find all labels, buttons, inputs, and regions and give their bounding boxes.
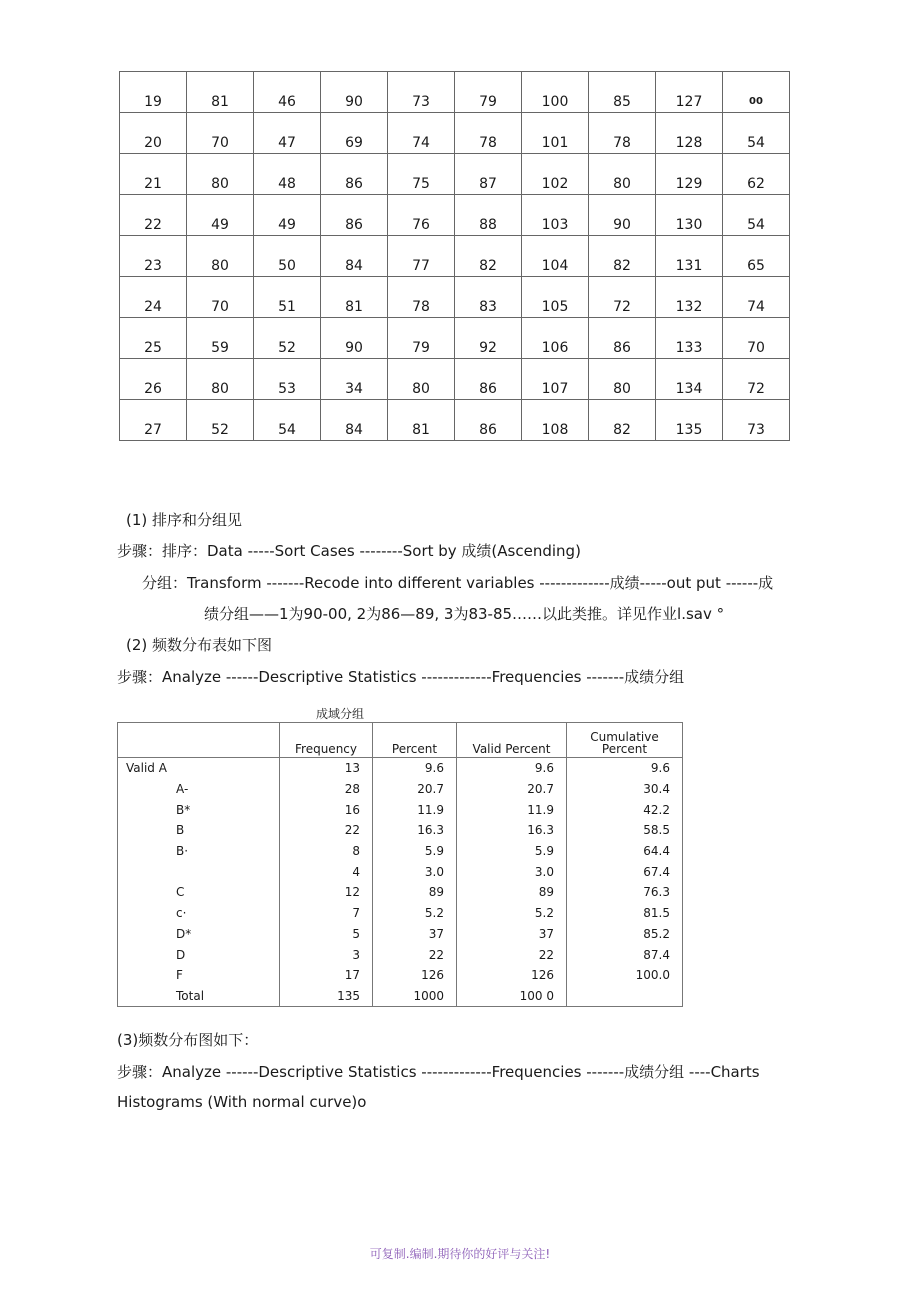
score-cell: 59 (187, 318, 254, 359)
freq-row (118, 758, 683, 779)
score-cell: 90 (321, 72, 388, 113)
score-cell: 80 (187, 236, 254, 277)
freq-value: 9.6 (567, 758, 683, 779)
score-cell: 22 (120, 195, 187, 236)
freq-value: 64.4 (567, 841, 683, 862)
score-cell: 128 (656, 113, 723, 154)
freq-header-valid-percent: Valid Percent (457, 723, 567, 758)
freq-value: 100 0 (457, 986, 567, 1007)
score-cell: 104 (522, 236, 589, 277)
score-cell: 79 (455, 72, 522, 113)
score-cell: 92 (455, 318, 522, 359)
section-2-heading: (2) 频数分布表如下图 (126, 636, 273, 654)
score-cell: 00 (723, 72, 790, 113)
score-cell: 80 (589, 359, 656, 400)
freq-row (118, 924, 683, 945)
freq-value: 3.0 (373, 861, 457, 882)
score-cell: 86 (455, 359, 522, 400)
score-cell: 74 (723, 277, 790, 318)
score-cell: 76 (388, 195, 455, 236)
freq-value: 11.9 (373, 799, 457, 820)
section-3-step-cont: Histograms (With normal curve)o (117, 1093, 367, 1111)
score-cell: 81 (388, 400, 455, 441)
section-1-grouping: 分组：Transform -------Recode into different variables -------------成绩-----out put ------成 (142, 574, 774, 592)
freq-value: 100.0 (567, 965, 683, 986)
score-cell: 24 (120, 277, 187, 318)
freq-value: 20.7 (373, 779, 457, 800)
freq-row-label: B (118, 820, 280, 841)
freq-value: 42.2 (567, 799, 683, 820)
freq-value: 22 (373, 944, 457, 965)
score-cell: 74 (388, 113, 455, 154)
score-cell: 20 (120, 113, 187, 154)
score-cell: 46 (254, 72, 321, 113)
freq-row (118, 903, 683, 924)
score-row (120, 318, 790, 359)
freq-value: 20.7 (457, 779, 567, 800)
freq-row (118, 861, 683, 882)
freq-value: 5.2 (457, 903, 567, 924)
freq-value: 22 (457, 944, 567, 965)
score-cell: 84 (321, 236, 388, 277)
freq-value: 8 (280, 841, 373, 862)
score-cell: 82 (455, 236, 522, 277)
frequency-table (117, 722, 683, 1007)
score-cell: 25 (120, 318, 187, 359)
score-cell: 72 (723, 359, 790, 400)
freq-header-row (118, 723, 683, 758)
freq-row (118, 799, 683, 820)
score-cell: 80 (187, 359, 254, 400)
score-cell: 48 (254, 154, 321, 195)
freq-row-label: C (118, 882, 280, 903)
freq-row (118, 882, 683, 903)
score-cell: 107 (522, 359, 589, 400)
freq-value: 22 (280, 820, 373, 841)
freq-row (118, 986, 683, 1007)
score-cell: 86 (455, 400, 522, 441)
freq-row-label: D (118, 944, 280, 965)
score-cell: 87 (455, 154, 522, 195)
score-cell: 131 (656, 236, 723, 277)
score-cell: 102 (522, 154, 589, 195)
score-cell: 79 (388, 318, 455, 359)
freq-row (118, 965, 683, 986)
score-cell: 86 (321, 154, 388, 195)
freq-value: 85.2 (567, 924, 683, 945)
freq-value: 37 (373, 924, 457, 945)
freq-value: 3.0 (457, 861, 567, 882)
section-1-heading: (1) 排序和分组见 (126, 511, 243, 529)
score-row (120, 72, 790, 113)
freq-value: 126 (457, 965, 567, 986)
freq-row-label: F (118, 965, 280, 986)
score-cell: 69 (321, 113, 388, 154)
freq-row (118, 779, 683, 800)
freq-value: 67.4 (567, 861, 683, 882)
freq-value: 13 (280, 758, 373, 779)
freq-value: 87.4 (567, 944, 683, 965)
freq-value: 7 (280, 903, 373, 924)
section-3-step: 步骤：Analyze ------Descriptive Statistics -------------Frequencies -------成绩分组 ----Charts (117, 1063, 760, 1081)
score-cell: 77 (388, 236, 455, 277)
freq-value: 17 (280, 965, 373, 986)
freq-value: 5 (280, 924, 373, 945)
score-cell: 86 (321, 195, 388, 236)
freq-row-label (118, 861, 280, 882)
freq-value: 11.9 (457, 799, 567, 820)
score-row (120, 154, 790, 195)
score-cell: 133 (656, 318, 723, 359)
score-cell: 82 (589, 400, 656, 441)
freq-value: 5.9 (457, 841, 567, 862)
score-cell: 78 (589, 113, 656, 154)
score-cell: 53 (254, 359, 321, 400)
freq-row (118, 820, 683, 841)
score-cell: 130 (656, 195, 723, 236)
score-cell: 90 (321, 318, 388, 359)
freq-value: 76.3 (567, 882, 683, 903)
freq-value: 37 (457, 924, 567, 945)
score-cell: 72 (589, 277, 656, 318)
score-cell: 108 (522, 400, 589, 441)
score-cell: 52 (254, 318, 321, 359)
score-row (120, 277, 790, 318)
score-cell: 70 (187, 113, 254, 154)
score-cell: 83 (455, 277, 522, 318)
score-cell: 54 (254, 400, 321, 441)
score-row (120, 400, 790, 441)
score-cell: 62 (723, 154, 790, 195)
freq-row-label: Total (118, 986, 280, 1007)
score-cell: 54 (723, 195, 790, 236)
freq-value: 89 (373, 882, 457, 903)
score-row (120, 236, 790, 277)
score-cell: 49 (187, 195, 254, 236)
freq-row-label: D* (118, 924, 280, 945)
section-3-heading: (3)频数分布图如下： (117, 1031, 259, 1049)
freq-row-label: c· (118, 903, 280, 924)
score-cell: 78 (455, 113, 522, 154)
score-cell: 65 (723, 236, 790, 277)
section-2-step: 步骤：Analyze ------Descriptive Statistics -------------Frequencies -------成绩分组 (117, 668, 685, 686)
score-cell: 90 (589, 195, 656, 236)
freq-value: 12 (280, 882, 373, 903)
score-cell: 27 (120, 400, 187, 441)
freq-value: 1000 (373, 986, 457, 1007)
freq-value: 30.4 (567, 779, 683, 800)
freq-value: 16.3 (457, 820, 567, 841)
score-cell: 127 (656, 72, 723, 113)
score-cell: 54 (723, 113, 790, 154)
freq-value: 126 (373, 965, 457, 986)
score-row (120, 113, 790, 154)
score-cell: 23 (120, 236, 187, 277)
score-cell: 86 (589, 318, 656, 359)
score-cell: 73 (723, 400, 790, 441)
freq-value: 89 (457, 882, 567, 903)
score-cell: 73 (388, 72, 455, 113)
freq-header-cumulative-percent: Cumulative Percent (567, 723, 683, 758)
score-cell: 81 (321, 277, 388, 318)
score-cell: 80 (187, 154, 254, 195)
freq-value: 81.5 (567, 903, 683, 924)
freq-value: 16 (280, 799, 373, 820)
freq-row-label: B· (118, 841, 280, 862)
freq-row (118, 944, 683, 965)
score-cell: 101 (522, 113, 589, 154)
section-1-step: 步骤：排序：Data -----Sort Cases --------Sort by 成绩(Ascending) (117, 542, 581, 560)
score-cell: 135 (656, 400, 723, 441)
freq-value: 5.9 (373, 841, 457, 862)
freq-value: 3 (280, 944, 373, 965)
freq-row-label: B* (118, 799, 280, 820)
score-cell: 100 (522, 72, 589, 113)
score-cell: 106 (522, 318, 589, 359)
freq-value: 16.3 (373, 820, 457, 841)
freq-row (118, 841, 683, 862)
score-cell: 51 (254, 277, 321, 318)
freq-value: 4 (280, 861, 373, 882)
score-cell: 47 (254, 113, 321, 154)
score-cell: 52 (187, 400, 254, 441)
score-cell: 84 (321, 400, 388, 441)
score-cell: 70 (187, 277, 254, 318)
freq-value: 9.6 (373, 758, 457, 779)
score-cell: 88 (455, 195, 522, 236)
score-cell: 75 (388, 154, 455, 195)
freq-value (567, 986, 683, 1007)
score-cell: 78 (388, 277, 455, 318)
score-cell: 85 (589, 72, 656, 113)
score-cell: 134 (656, 359, 723, 400)
score-table (119, 71, 790, 441)
freq-value: 28 (280, 779, 373, 800)
freq-value: 9.6 (457, 758, 567, 779)
score-cell: 81 (187, 72, 254, 113)
score-cell: 26 (120, 359, 187, 400)
freq-table-title: 成域分组 (316, 707, 365, 721)
score-row (120, 195, 790, 236)
score-cell: 21 (120, 154, 187, 195)
score-cell: 132 (656, 277, 723, 318)
score-cell: 50 (254, 236, 321, 277)
freq-header-percent: Percent (373, 723, 457, 758)
score-cell: 80 (388, 359, 455, 400)
score-cell: 70 (723, 318, 790, 359)
freq-value: 5.2 (373, 903, 457, 924)
page-footer: 可复制.编制.期待你的好评与关注! (369, 1247, 551, 1261)
freq-value: 58.5 (567, 820, 683, 841)
score-cell: 19 (120, 72, 187, 113)
freq-row-label: Valid A (118, 758, 280, 779)
score-cell: 82 (589, 236, 656, 277)
score-cell: 129 (656, 154, 723, 195)
freq-value: 135 (280, 986, 373, 1007)
freq-row-label: A- (118, 779, 280, 800)
freq-header-frequency: Frequency (280, 723, 373, 758)
score-cell: 80 (589, 154, 656, 195)
freq-header-blank (118, 723, 280, 758)
score-cell: 103 (522, 195, 589, 236)
score-cell: 105 (522, 277, 589, 318)
score-cell: 49 (254, 195, 321, 236)
score-cell: 34 (321, 359, 388, 400)
section-1-grouping-cont: 绩分组——1为90-00, 2为86—89, 3为83-85……以此类推。详见作业l.sav ° (204, 605, 725, 623)
score-row (120, 359, 790, 400)
